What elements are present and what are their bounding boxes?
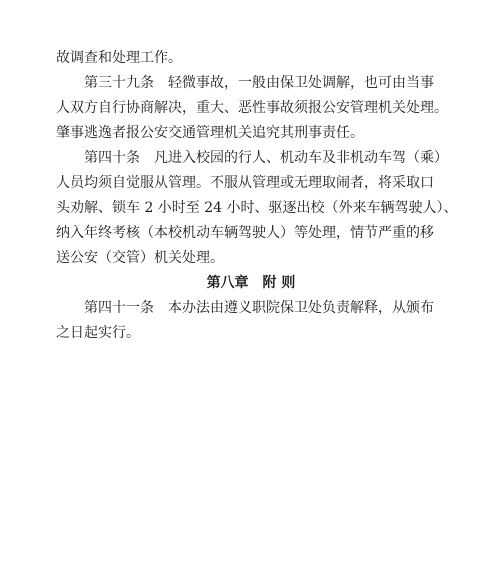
text-line: 之日起实行。 bbox=[56, 325, 140, 341]
article-40-line: 第四十条 凡进入校园的行人、机动车及非机动车驾（乘） bbox=[84, 150, 448, 166]
chapter-heading: 第八章 附 则 bbox=[206, 275, 296, 291]
text-line: 肇事逃逸者报公安交通管理机关追究其刑事责任。 bbox=[56, 125, 364, 141]
text-line: 人员均须自觉服从管理。不服从管理或无理取闹者，将采取口 bbox=[56, 175, 434, 191]
text-line: 故调查和处理工作。 bbox=[56, 50, 182, 66]
text-line: 头劝解、锁车 2 小时至 24 小时、驱逐出校（外来车辆驾驶人）、 bbox=[56, 200, 458, 216]
article-41-line: 第四十一条 本办法由遵义职院保卫处负责解释，从颁布 bbox=[84, 300, 434, 316]
text-line: 纳入年终考核（本校机动车辆驾驶人）等处理，情节严重的移 bbox=[56, 225, 434, 241]
document-body bbox=[56, 46, 458, 346]
article-39-line: 第三十九条 轻微事故，一般由保卫处调解，也可由当事 bbox=[84, 75, 434, 91]
text-line: 人双方自行协商解决，重大、恶性事故须报公安管理机关处理。 bbox=[56, 100, 448, 116]
text-line: 送公安（交管）机关处理。 bbox=[56, 250, 224, 266]
